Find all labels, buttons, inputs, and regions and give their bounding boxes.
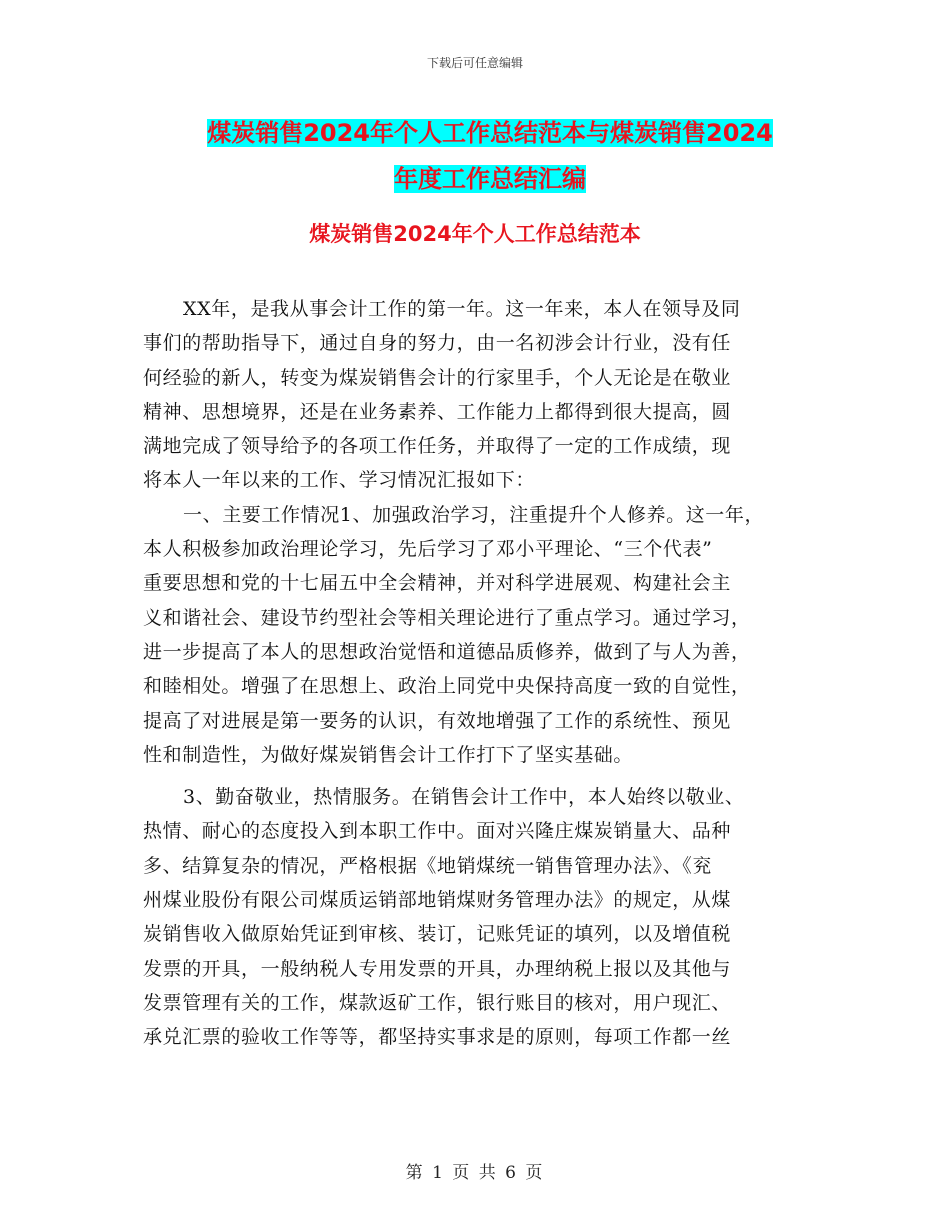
body-line: 本人积极参加政治理论学习，先后学习了邓小平理论、“三个代表” [143,538,713,561]
section-title: 煤炭销售2024年个人工作总结范本 [309,222,641,246]
body-line: 将本人一年以来的工作、学习情况汇报如下： [143,469,536,492]
body-line: 精神、思想境界，还是在业务素养、工作能力上都得到很大提高，圆 [143,400,732,423]
body-line: 多、结算复杂的情况，严格根据《地销煤统一销售管理办法》、《兖 [143,854,713,877]
body-line: 和睦相处。增强了在思想上、政治上同党中央保持高度一致的自觉性， [143,675,751,698]
body-line: 热情、耐心的态度投入到本职工作中。面对兴隆庄煤炭销量大、品种 [143,820,732,843]
body-line: 3、勤奋敬业，热情服务。在销售会计工作中，本人始终以敬业、 [183,786,745,809]
body-line: 事们的帮助指导下，通过自身的努力，由一名初涉会计行业，没有任 [143,332,732,355]
page-footer: 第 1 页 共 6 页 [405,1163,545,1183]
body-line: 承兑汇票的验收工作等等，都坚持实事求是的原则，每项工作都一丝 [143,1026,732,1049]
body-line: 一、主要工作情况1、加强政治学习，注重提升个人修养。这一年， [183,503,765,526]
body-line: XX年，是我从事会计工作的第一年。这一年来，本人在领导及同 [183,298,741,320]
body-line: 重要思想和党的十七届五中全会精神，并对科学进展观、构建社会主 [143,572,732,595]
body-line: 炭销售收入做原始凭证到审核、装订，记账凭证的填列，以及增值税 [143,923,732,946]
body-line: 发票管理有关的工作，煤款返矿工作，银行账目的核对，用户现汇、 [143,991,732,1014]
body-line: 满地完成了领导给予的各项工作任务，并取得了一定的工作成绩，现 [143,435,732,458]
body-line: 何经验的新人，转变为煤炭销售会计的行家里手，个人无论是在敬业 [143,366,732,389]
title-line-1: 煤炭销售2024年个人工作总结范本与煤炭销售2024 [207,119,773,147]
document-title [140,110,840,202]
body-line: 州煤业股份有限公司煤质运销部地销煤财务管理办法》的规定，从煤 [143,889,732,912]
body-line: 进一步提高了本人的思想政治觉悟和道德品质修养，做到了与人为善， [143,640,751,663]
title-line-2: 年度工作总结汇编 [394,165,586,193]
body-text [143,292,823,1055]
body-line: 提高了对进展是第一要务的认识，有效地增强了工作的系统性、预见 [143,709,732,732]
body-line: 发票的开具，一般纳税人专用发票的开具，办理纳税上报以及其他与 [143,957,732,980]
header-note: 下载后可任意编辑 [426,56,523,70]
body-line: 性和制造性，为做好煤炭销售会计工作打下了坚实基础。 [143,743,634,766]
body-line: 义和谐社会、建设节约型社会等相关理论进行了重点学习。通过学习， [143,606,751,629]
